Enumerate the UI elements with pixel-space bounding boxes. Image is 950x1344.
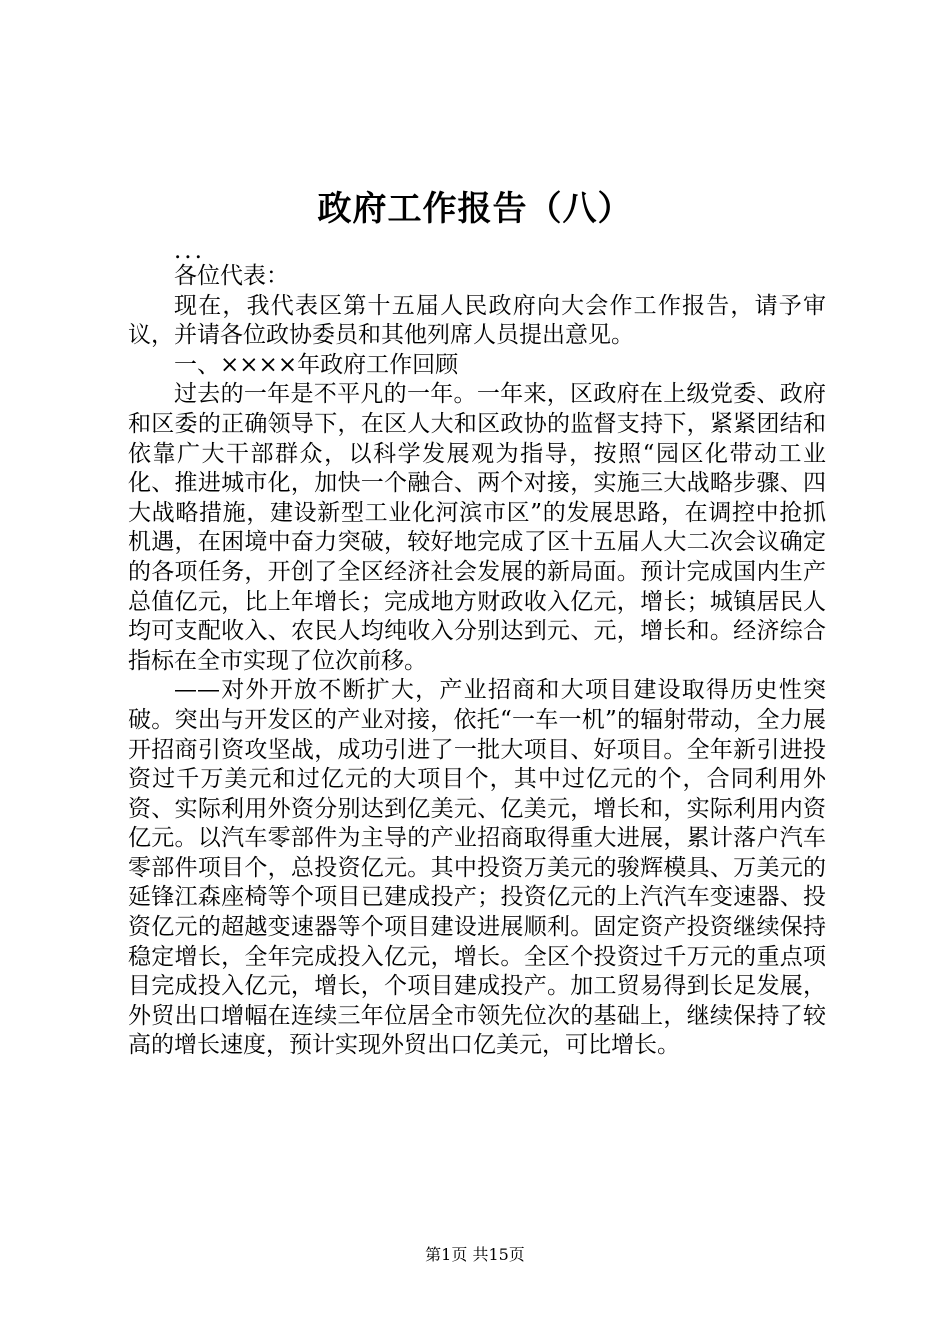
document-title: 政府工作报告（八） [317, 189, 633, 229]
paragraph-opening-up: ——对外开放不断扩大，产业招商和大项目建设取得历史性突破。突出与开发区的产业对接，依托“一车一机”的辐射带动，全力展开招商引资攻坚战，成功引进了一批大项目、好项目。全年新引进投资过千万美元和过亿元的大项目个，其中过亿元的个，合同利用外资、实际利用外资分别达到亿美元、亿美元，增长和，实际利用内资亿元。以汽车零部件为主导的产业招商取得重大进展，累计落户汽车零部件项目个，总投资亿元。其中投资万美元的骏辉模具、万美元的延锋江森座椅等个项目已建成投产；投资亿元的上汽汽车变速器、投资亿元的超越变速器等个项目建设进展顺利。固定资产投资继续保持稳定增长，全年完成投入亿元，增长。全区个投资过千万元的重点项目完成投入亿元，增长，个项目建成投产。加工贸易得到长足发展，外贸出口增幅在连续三年位居全市领先位次的基础上，继续保持了较高的增长速度，预计实现外贸出口亿美元，可比增长。 [128, 677, 826, 1059]
paragraph-intro: 现在，我代表区第十五届人民政府向大会作工作报告，请予审议，并请各位政协委员和其他列席人员提出意见。 [128, 292, 826, 349]
page-footer: 第1页 共15页 [425, 1245, 525, 1264]
paragraph-review: 过去的一年是不平凡的一年。一年来，区政府在上级党委、政府和区委的正确领导下，在区人大和区政协的监督支持下，紧紧团结和依靠广大干部群众，以科学发展观为指导，按照“园区化带动工业化、推进城市化，加快一个融合、两个对接，实施三大战略步骤、四大战略措施，建设新型工业化河滨市区”的发展思路，在调控中抢抓机遇，在困境中奋力突破，较好地完成了区十五届人大二次会议确定的各项任务，开创了全区经济社会发展的新局面。预计完成国内生产总值亿元，比上年增长；完成地方财政收入亿元，增长；城镇居民人均可支配收入、农民人均纯收入分别达到元、元，增长和。经济综合指标在全市实现了位次前移。 [128, 381, 826, 674]
document-body [128, 240, 826, 1061]
salutation: 各位代表： [174, 263, 289, 289]
ellipsis-line: ... [174, 238, 205, 264]
section-heading: 一、××××年政府工作回顾 [174, 351, 459, 378]
